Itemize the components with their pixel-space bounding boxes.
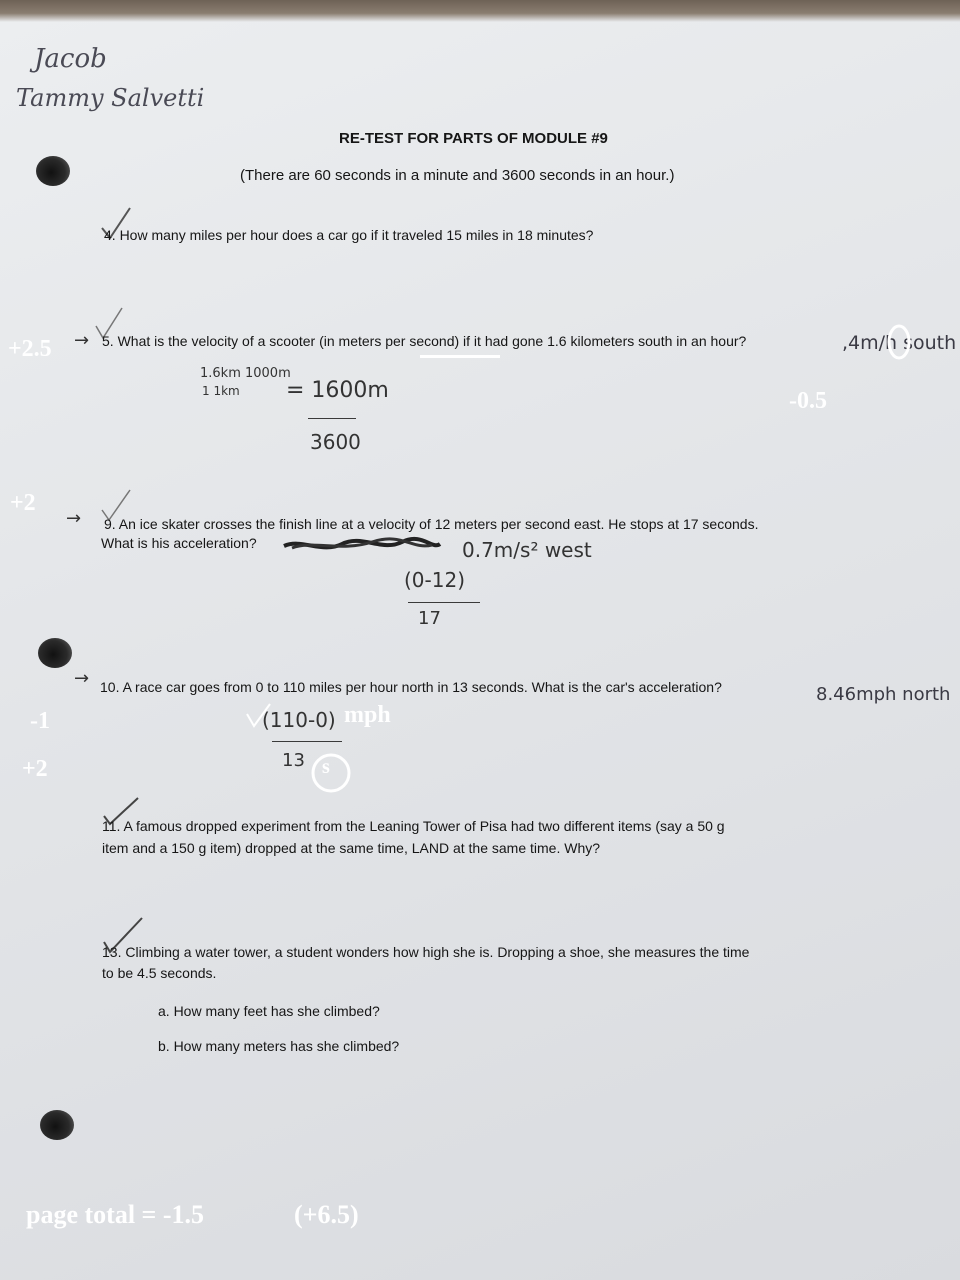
question-13-part-a: a. How many feet has she climbed?	[158, 1003, 380, 1019]
question-9-line1: 9. An ice skater crosses the finish line at a velocity of 12 meters per second east. He stops at 17 seconds.	[104, 516, 759, 532]
student-name: Jacob	[34, 44, 107, 74]
per-second-underline	[420, 355, 500, 358]
unit-circle-q10: s	[322, 756, 330, 778]
question-13-line1: 13. Climbing a water tower, a student wonders how high she is. Dropping a shoe, she measures the time	[102, 944, 750, 960]
test-title: RE-TEST FOR PARTS OF MODULE #9	[339, 130, 608, 147]
parent-name: Tammy Salvetti	[16, 84, 205, 112]
question-13-line2: to be 4.5 seconds.	[102, 965, 217, 981]
score-q9: +2	[10, 490, 36, 516]
work-q10-numerator: (110-0)	[262, 708, 336, 732]
question-5: 5. What is the velocity of a scooter (in meters per second) if it had gone 1.6 kilometers south in an hour?	[102, 333, 747, 349]
question-11-line1: 11. A famous dropped experiment from the Leaning Tower of Pisa had two different items (say a 50 g	[102, 818, 725, 834]
question-13-part-b: b. How many meters has she climbed?	[158, 1038, 400, 1054]
arrow-q5: →	[74, 330, 90, 351]
table-edge	[0, 0, 960, 22]
score-q10: +2	[22, 756, 48, 782]
circle-q5-unit	[886, 322, 912, 362]
deduction-q10: -1	[30, 708, 50, 734]
unit-note-q10: mph	[344, 702, 391, 728]
work-q5-result: = 1600m	[286, 378, 389, 403]
answer-q9: 0.7m/s² west	[462, 538, 592, 562]
arrow-q10: →	[74, 668, 90, 689]
score-q5: +2.5	[8, 336, 52, 362]
page-total: page total = -1.5	[26, 1200, 205, 1229]
binder-hole-bottom	[40, 1110, 74, 1140]
work-q9-numerator: (0-12)	[404, 568, 465, 592]
page-total-bonus: (+6.5)	[294, 1200, 359, 1229]
question-11-line2: item and a 150 g item) dropped at the same time, LAND at the same time. Why?	[102, 840, 601, 856]
question-9-line2: What is his acceleration?	[101, 535, 257, 551]
scribble-q9	[282, 536, 442, 556]
answer-q5: ,4m/h south	[842, 332, 957, 354]
deduction-q5: -0.5	[789, 388, 827, 414]
work-q10-denominator: 13	[282, 750, 305, 771]
work-q5-line1: 1.6km 1000m	[200, 366, 291, 381]
circle-q10-unit	[310, 752, 352, 794]
fraction-line-q10	[272, 741, 342, 742]
fraction-line-q5	[308, 418, 356, 419]
question-4: 4. How many miles per hour does a car go if it traveled 15 miles in 18 minutes?	[104, 227, 594, 243]
work-q5-denominator: 3600	[310, 430, 361, 454]
arrow-q9: →	[66, 508, 82, 529]
work-q5-line2: 1 1km	[202, 384, 240, 398]
work-q9-denominator: 17	[418, 608, 441, 629]
binder-hole-middle	[38, 638, 72, 668]
question-10: 10. A race car goes from 0 to 110 miles per hour north in 13 seconds. What is the car's acceleration?	[100, 679, 722, 695]
fraction-line-q9	[408, 602, 480, 603]
test-subtitle: (There are 60 seconds in a minute and 3600 seconds in an hour.)	[240, 167, 675, 184]
binder-hole-top	[36, 156, 70, 186]
answer-q10: 8.46mph north	[816, 684, 951, 705]
